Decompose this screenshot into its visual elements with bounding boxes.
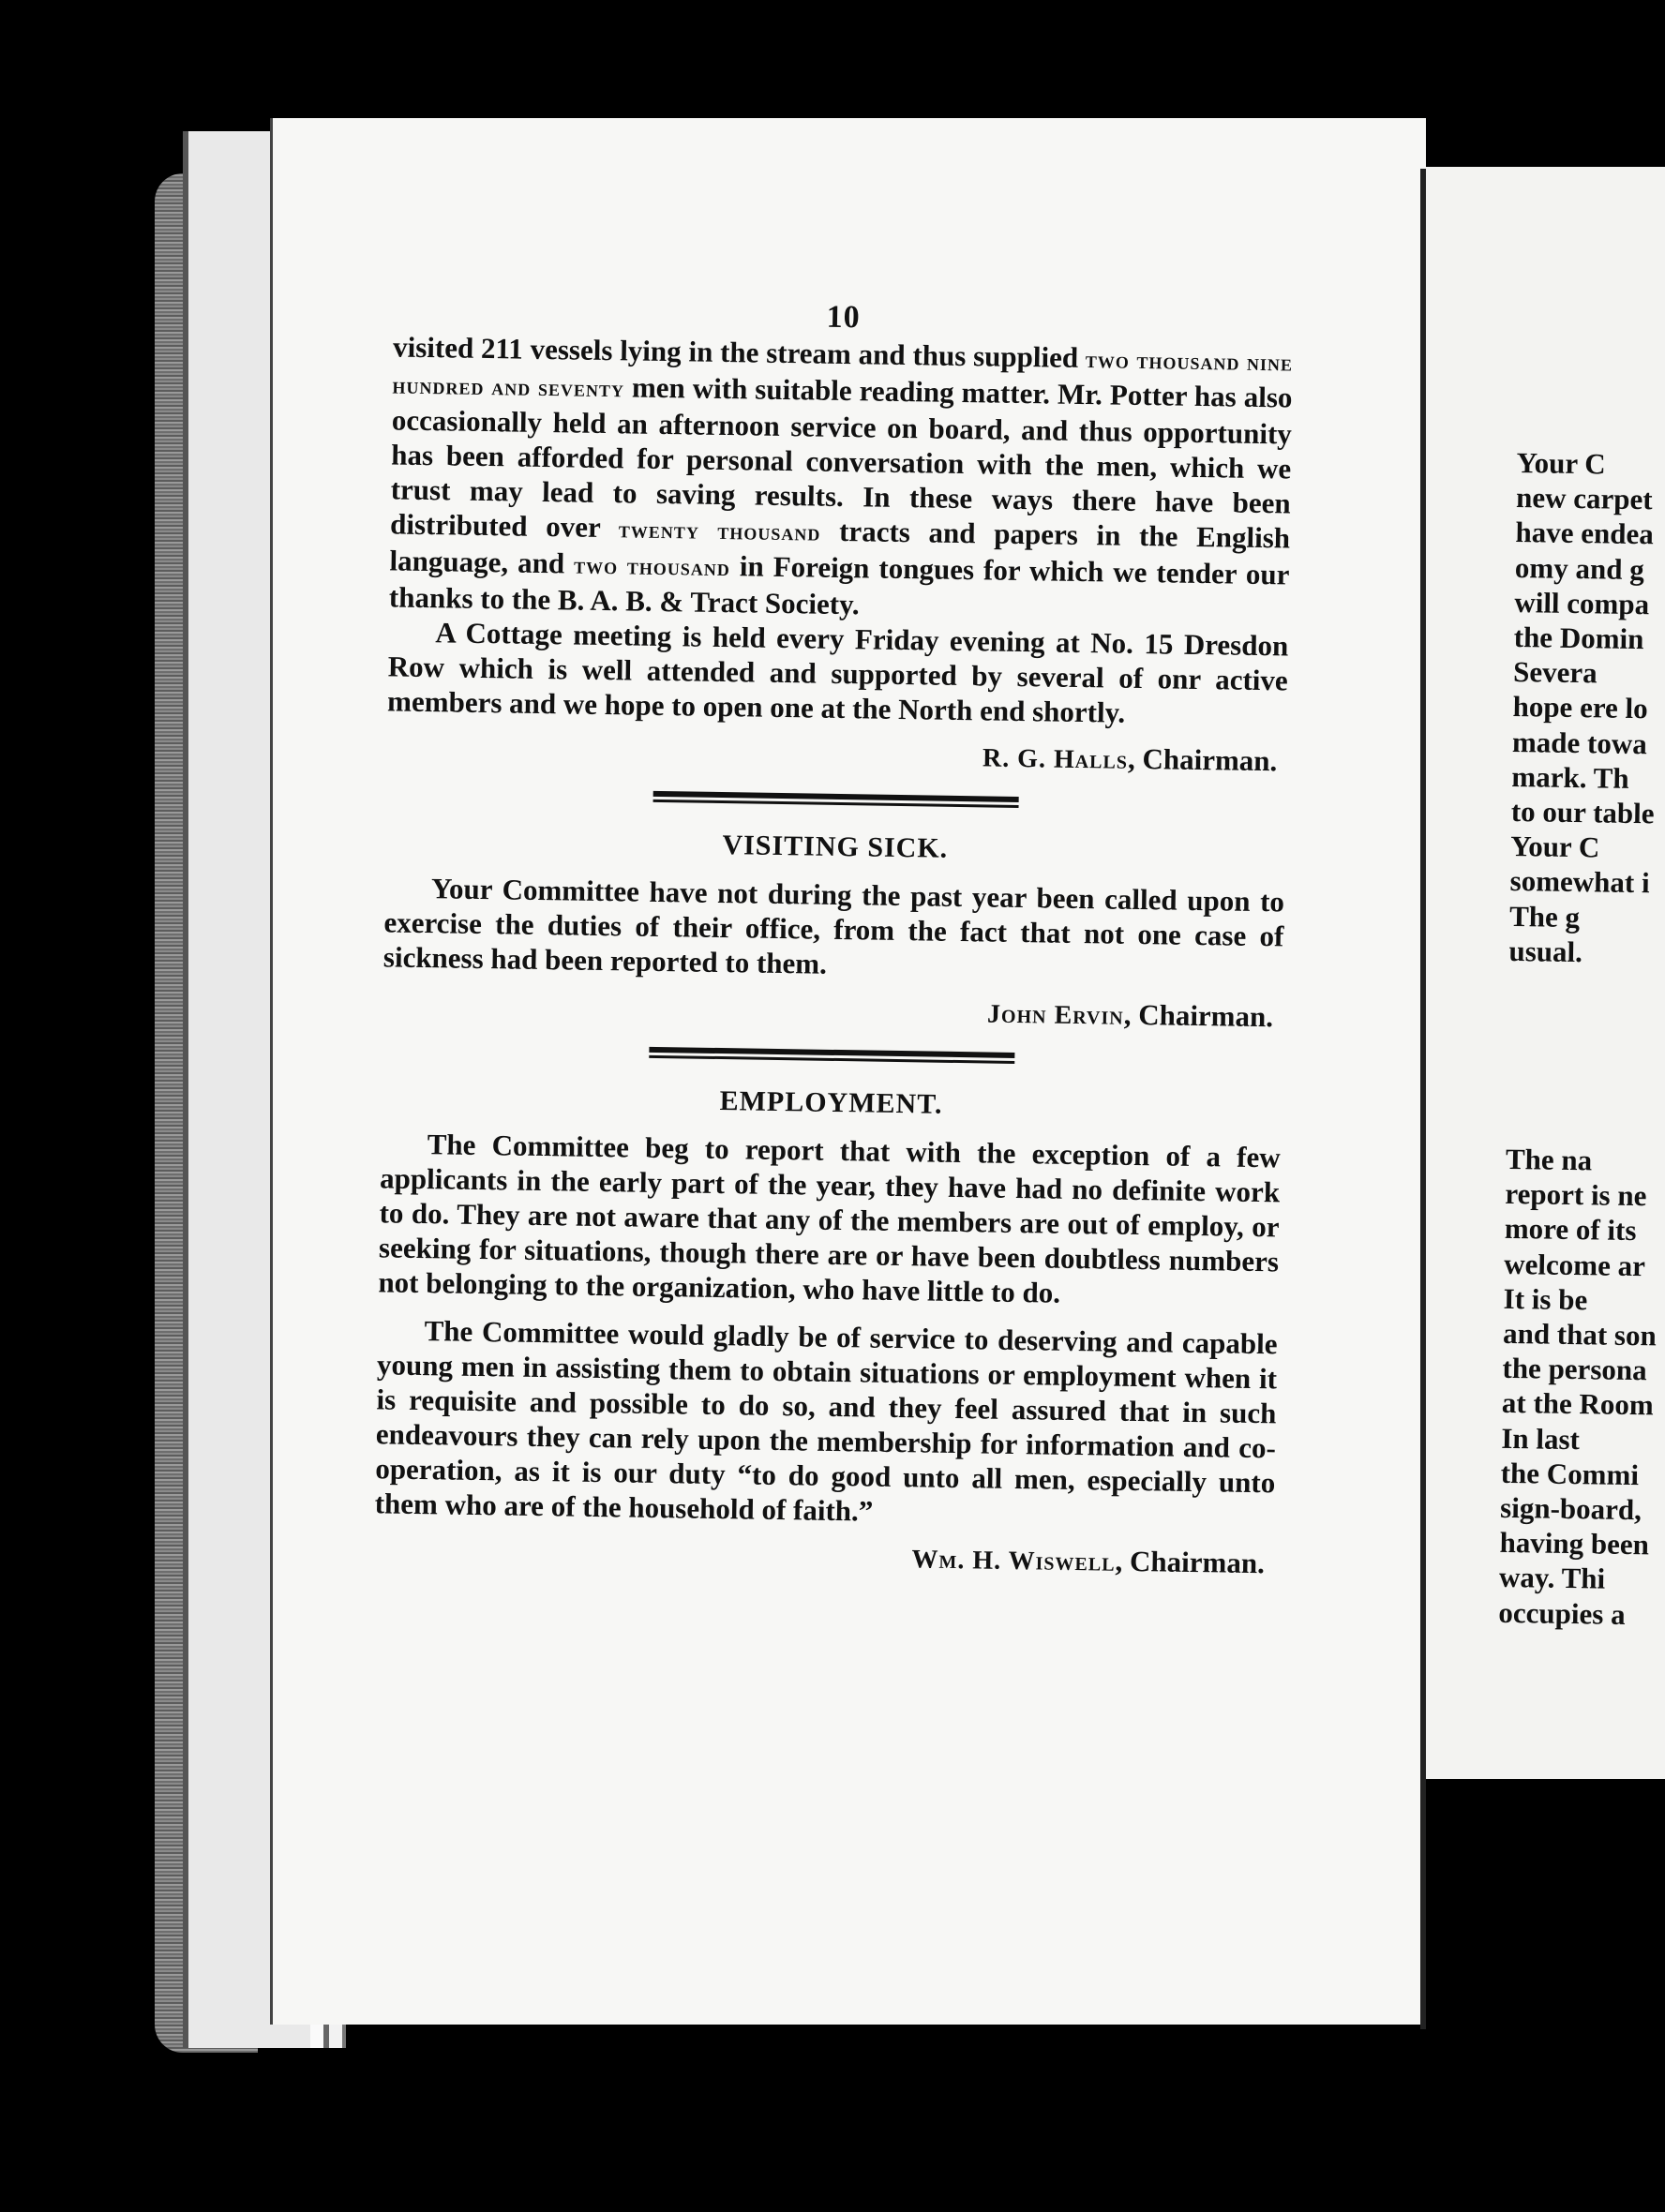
- tract-distribution-section: [386, 329, 1293, 780]
- text-line: The na: [1505, 1142, 1593, 1177]
- small-caps-run: twenty thousand: [618, 516, 821, 546]
- text-line: In last: [1501, 1421, 1581, 1456]
- section-divider: [653, 791, 1019, 808]
- signatory-name: John Ervin: [986, 999, 1124, 1031]
- page-gutter: [1420, 169, 1426, 2029]
- blank-line: [1506, 1107, 1665, 1146]
- signatory-name: Wm. H. Wiswell: [911, 1545, 1116, 1577]
- paragraph: The Committee would gladly be of service to deserving and capable young men in assisting them to obtain situations or employment when it is requisite and possible to do so, and they feel assured that in such endeavours they can rely upon the membership for information and co-operation, as it is our duty “to do good unto all men, especially unto them who are of the household of faith.”: [374, 1314, 1278, 1528]
- text-line: mark. Th: [1511, 759, 1629, 795]
- small-caps-run: two thousand nine hundred and seventy: [392, 346, 1294, 403]
- signatory-role: , Chairman.: [1115, 1544, 1266, 1580]
- text-line: more of its: [1504, 1212, 1637, 1248]
- blank-line: [1507, 1038, 1665, 1077]
- text-line: have endea: [1515, 516, 1655, 551]
- text-line: having been: [1499, 1526, 1650, 1562]
- text-line: occupies a: [1498, 1595, 1626, 1631]
- text-line: sign-board,: [1499, 1490, 1642, 1527]
- text-line: hope ere lo: [1512, 690, 1648, 725]
- section-divider: [649, 1047, 1014, 1064]
- paragraph: A Cottage meeting is held every Friday evening at No. 15 Dresdon Row which is well attended and supported by several of onr active members and we hope to open one at the North end shortly.: [386, 616, 1289, 729]
- employment-section: [374, 1078, 1282, 1582]
- signatory-role: , Chairman.: [1127, 741, 1278, 778]
- blank-line: [1507, 1072, 1665, 1112]
- text-line: The g: [1508, 899, 1581, 934]
- text-line: new carpet: [1515, 481, 1653, 516]
- text-line: way. Thi: [1498, 1561, 1606, 1596]
- text-line: the persona: [1502, 1352, 1647, 1387]
- text-line: the Domin: [1513, 620, 1644, 656]
- section-heading: VISITING SICK.: [722, 830, 949, 864]
- blank-line: [1508, 1003, 1665, 1042]
- text-line: somewhat i: [1509, 864, 1650, 900]
- text-line: will compa: [1514, 585, 1650, 621]
- text-line: omy and g: [1514, 550, 1645, 586]
- text-line: and that son: [1502, 1316, 1658, 1353]
- paragraph: Your Committee have not during the past year been called upon to exercise the duties of their office, from the fact that not one case of sickness had been reported to them.: [382, 872, 1285, 980]
- text-line: It is be: [1503, 1281, 1588, 1317]
- blank-line: [1508, 968, 1665, 1008]
- text-line: to our table: [1510, 794, 1655, 830]
- section-heading: EMPLOYMENT.: [719, 1085, 943, 1120]
- signatory-name: R. G. Halls: [982, 743, 1129, 775]
- text-line: the Commi: [1500, 1456, 1640, 1492]
- text-line: Severa: [1512, 655, 1598, 690]
- signature: [382, 985, 1273, 1036]
- small-caps-run: two thousand: [573, 551, 731, 582]
- signatory-role: , Chairman.: [1123, 997, 1274, 1034]
- page-number: 10: [826, 299, 861, 336]
- text-line: usual.: [1508, 934, 1583, 969]
- text-line: welcome ar: [1504, 1247, 1646, 1282]
- signature: [374, 1532, 1265, 1582]
- text-line: made towa: [1511, 725, 1648, 760]
- text-line: at the Room: [1501, 1386, 1655, 1422]
- facing-page-text: [1498, 445, 1665, 1634]
- paragraph: The Committee beg to report that with the exception of a few applicants in the early part of the year, they have had no definite work to do. They are not aware that any of the members are out of employ, or seeking for situations, though there are or have been doubtless numbers not belonging to the organization, who have little to do.: [378, 1128, 1281, 1309]
- signature: [386, 729, 1277, 780]
- visiting-sick-section: [382, 822, 1285, 1036]
- paragraph: visited 211 vessels lying in the stream and thus supplied two thousand nine hundred and seventy men with suitable reading matter. Mr. Potter has also occasionally held an afternoon service on board, and thus opportunity has been afforded for personal conversation with the men, which we trust may lead to saving results. In these ways there have been distributed over twenty thousand tracts and papers in the English language, and two thousand in Foreign tongues for which we tender our thanks to the B. A. B. & Tract Society.: [388, 330, 1294, 621]
- page-content: [373, 292, 1293, 1595]
- text-line: Your C: [1510, 830, 1600, 864]
- text-line: Your C: [1516, 445, 1607, 481]
- text-line: report is ne: [1505, 1177, 1647, 1213]
